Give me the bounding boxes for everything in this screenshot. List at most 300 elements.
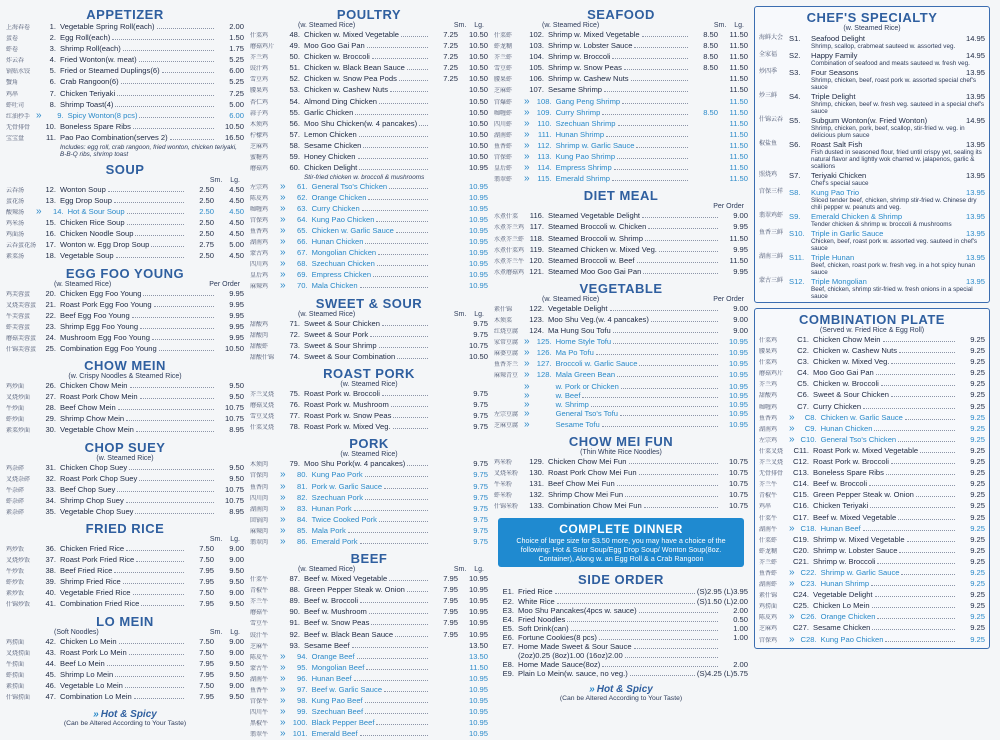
item-price-large: 5.00 — [229, 240, 244, 250]
item-chinese-name: 宫保虾 — [494, 155, 513, 162]
dot-leader — [358, 158, 429, 159]
item-name: White Rice — [518, 596, 555, 606]
menu-item — [250, 74, 488, 85]
menu-item — [250, 108, 488, 119]
item-name: Sesame Chicken — [813, 623, 871, 633]
menu-item — [494, 490, 748, 501]
item-chinese-name: 什菜鸡 — [759, 360, 778, 367]
item-number: C14. — [792, 479, 809, 489]
chevron-icon: » — [524, 370, 530, 381]
item-chinese-name: 酸辣汤 — [6, 210, 25, 217]
item-number: C5. — [797, 379, 809, 389]
item-price: (S)4.25 (L)5.75 — [696, 669, 748, 679]
item-chinese-name: 麻辣鸡 — [250, 284, 269, 291]
dot-leader — [920, 452, 955, 453]
menu-item — [250, 330, 488, 341]
dot-leader — [136, 431, 214, 432]
item-name: Shrimp w. Broccoli — [813, 556, 876, 566]
chevron-icon: » — [280, 481, 286, 492]
dot-leader — [115, 676, 184, 677]
item-name: Chicken w. Snow Pea Pods — [304, 74, 397, 84]
menu-item — [494, 163, 748, 174]
item-chinese-name: 皇后鸡 — [250, 273, 269, 280]
menu-item — [6, 392, 244, 403]
item-price: 9.00 — [733, 326, 748, 336]
item-name: Roast Pork Chop Suey — [60, 473, 138, 483]
item-number: 35. — [45, 506, 56, 516]
menu-item — [494, 174, 748, 185]
item-number: 123. — [529, 314, 544, 324]
item-chinese-name: 宫保肉 — [250, 473, 269, 480]
item-name: Fortune Cookies(8 pcs) — [518, 632, 597, 642]
item-chinese-name: 甜酸鸡 — [250, 321, 269, 328]
item-price: 2.00 — [733, 660, 748, 670]
item-name: Roast Pork w. Broccoli — [813, 457, 889, 467]
dot-leader — [401, 36, 428, 37]
item-name: Szechuan Chicken — [311, 259, 375, 269]
dot-leader — [143, 295, 214, 296]
item-name: Sweet & Sour Shrimp — [304, 340, 377, 350]
item-name: Steamed Broccoli w. Beef — [548, 255, 635, 265]
item-name: Vegetable Chow Mein — [60, 425, 134, 435]
dot-leader — [617, 485, 718, 486]
menu-item — [6, 207, 244, 218]
beef-section — [250, 550, 488, 740]
item-chinese-name: 鱼香芥兰 — [494, 362, 519, 369]
item-chinese-name: 皇后虾 — [494, 166, 513, 173]
item-price: 9.95 — [229, 332, 244, 342]
item-number: 17. — [45, 240, 56, 250]
item-number: C9. — [804, 423, 817, 433]
item-name: Egg Drop Soup — [60, 195, 112, 205]
item-chinese-name: 鸡炒饭 — [6, 547, 25, 553]
menu-item — [6, 485, 244, 496]
dot-leader — [132, 317, 214, 318]
item-number: S7. — [789, 171, 801, 180]
item-number: 9. — [57, 110, 64, 120]
item-number: 38. — [45, 566, 56, 576]
chevron-icon: » — [280, 536, 286, 547]
item-name: General Tso's Chicken — [820, 434, 897, 444]
item-name: Mongolian Chicken — [311, 248, 377, 258]
menu-item — [250, 141, 488, 152]
item-chinese-name: 翡翠鸡虾 — [759, 213, 784, 219]
item-number: 52. — [289, 74, 300, 84]
price-header: Sm. Lg. — [209, 536, 240, 543]
item-chinese-name: 全家福 — [759, 52, 778, 58]
dot-leader — [115, 106, 214, 107]
item-number: C16. — [792, 501, 809, 511]
item-price: 14.95 — [965, 116, 985, 125]
dot-leader — [162, 72, 214, 73]
item-price: 10.75 — [728, 468, 748, 478]
item-chinese-name: 无骨排骨 — [6, 124, 31, 131]
dot-leader — [629, 463, 719, 464]
item-chinese-name: 水煮什菜 — [494, 214, 519, 221]
item-number: 23. — [45, 321, 56, 331]
item-price: 1.50 — [229, 33, 244, 43]
menu-item — [250, 270, 488, 281]
specialty-name-row — [811, 212, 985, 221]
item-number: 34. — [45, 495, 56, 505]
item-chinese-name: 咖喱鸡 — [759, 404, 778, 411]
section-title: POULTRY — [336, 7, 402, 22]
dot-leader — [379, 347, 428, 348]
item-chinese-name: 蘑菇芙蓉蛋 — [6, 335, 36, 342]
dot-leader — [639, 474, 718, 475]
menu-item — [494, 633, 748, 642]
item-price: 9.95 — [229, 299, 244, 309]
item-name: Hot & Sour Soup — [67, 207, 125, 217]
chevron-icon: » — [789, 412, 795, 423]
item-name: Szechuan Beef — [311, 707, 364, 717]
chevron-icon: » — [280, 281, 286, 292]
dot-leader — [872, 629, 955, 630]
item-price-small: 7.95 — [199, 692, 214, 702]
dot-leader — [360, 602, 428, 603]
dot-leader — [365, 243, 428, 244]
item-price-large: 9.00 — [229, 555, 244, 565]
dot-leader — [637, 262, 718, 263]
item-number: 114. — [537, 163, 552, 173]
dot-leader — [117, 491, 214, 492]
menu-item — [494, 245, 748, 256]
item-chinese-name: 水煮芥兰鸡 — [494, 225, 524, 232]
item-price-small: 8.50 — [703, 41, 718, 51]
item-number: 37. — [45, 555, 56, 565]
item-name: Beef Chop Suey — [60, 484, 116, 494]
item-price-large: 10.95 — [468, 214, 488, 224]
item-chinese-name: 叉烧杂碎 — [6, 476, 31, 483]
menu-item — [250, 482, 488, 493]
menu-item — [250, 248, 488, 259]
item-name: Curry Chicken — [311, 203, 360, 213]
section-title: ROAST PORK — [323, 365, 415, 381]
menu-item — [6, 588, 244, 599]
item-price: 10.95 — [728, 419, 748, 429]
item-chinese-name: 麻辣肉 — [250, 528, 269, 535]
item-number: 127. — [536, 359, 552, 369]
menu-item — [250, 352, 488, 363]
menu-item — [494, 30, 748, 41]
dot-leader — [129, 469, 214, 470]
dot-leader — [891, 363, 955, 364]
dot-leader — [602, 666, 718, 667]
item-number: 92. — [289, 629, 300, 639]
item-number: C12. — [792, 457, 809, 467]
item-price-large: 9.00 — [229, 636, 244, 646]
chevron-icon: » — [280, 673, 286, 684]
item-chinese-name: 蟹角 — [6, 80, 19, 87]
dot-leader — [604, 91, 688, 92]
item-price: 0.50 — [733, 614, 748, 624]
item-name: Shrimp w. Snow Peas — [548, 63, 622, 73]
item-number: S4. — [789, 92, 801, 101]
item-chinese-name: 湖南虾 — [759, 582, 778, 589]
menu-item — [494, 409, 748, 420]
item-price-large: 10.95 — [468, 729, 488, 739]
item-price-large: 10.95 — [468, 226, 488, 235]
item-chinese-name: 家常豆腐 — [494, 340, 519, 347]
menu-item — [250, 85, 488, 96]
menu-item — [6, 55, 244, 66]
item-name: Beef w. Mushroom — [304, 607, 367, 617]
item-chinese-name: 腰果鸡 — [759, 349, 778, 356]
menu-item — [250, 685, 488, 696]
dot-leader — [384, 691, 428, 692]
menu-item — [494, 337, 748, 348]
menu-item — [250, 215, 488, 226]
dot-leader — [126, 420, 214, 421]
item-price-large: 10.95 — [468, 585, 488, 595]
pork-section — [250, 435, 488, 548]
item-number: 6. — [49, 77, 56, 87]
dot-leader — [139, 117, 214, 118]
item-number: 39. — [45, 577, 56, 587]
item-name: Gang Peng Shrimp — [555, 96, 621, 106]
item-chinese-name: 虾炒饭 — [6, 580, 25, 587]
menu-item — [494, 642, 748, 651]
chevron-icon: » — [280, 270, 286, 281]
item-name: Roast Pork w. Mushroom — [304, 400, 389, 410]
item-price-large: 9.00 — [229, 544, 244, 553]
item-number: C24. — [792, 590, 809, 600]
item-chinese-name: 蘑菇牛 — [250, 610, 269, 617]
menu-item — [494, 234, 748, 245]
dot-leader — [136, 561, 184, 562]
item-name: Fried Wonton(w. meat) — [60, 55, 137, 65]
item-name: Wonton Soup — [60, 184, 106, 194]
item-name: Hunan Pork — [311, 503, 352, 513]
item-number: 88. — [289, 585, 300, 595]
dot-leader — [359, 136, 428, 137]
dot-leader — [127, 213, 184, 214]
chevron-icon: » — [280, 248, 286, 259]
dot-leader — [116, 257, 184, 258]
menu-item — [494, 400, 748, 409]
menu-item — [6, 403, 244, 414]
specialty-body — [811, 171, 985, 187]
item-name: Chicken w. Cashew Nuts — [304, 85, 388, 95]
chevron-icon: » — [789, 567, 795, 578]
item-name: Chicken w. Cashew Nuts — [813, 346, 897, 356]
menu-item — [494, 660, 748, 669]
item-price: 10.95 — [728, 348, 748, 358]
item-price-large: 11.50 — [729, 118, 748, 128]
dot-leader — [368, 199, 428, 200]
item-name: Beef w. Mixed Vegetable — [813, 512, 897, 522]
item-chinese-name: 水煮芥兰虾 — [494, 236, 524, 243]
item-chinese-name: 鱼香虾 — [494, 143, 513, 150]
item-name: Chicken Chop Suey — [60, 462, 128, 472]
item-price: 5.25 — [229, 55, 244, 65]
item-name: Sweet & Sour Chicken — [304, 318, 380, 328]
item-number: E8. — [502, 660, 514, 670]
item-name: Moo Goo Gai Pan — [304, 41, 365, 51]
item-number: E1. — [502, 587, 514, 597]
item-chinese-name: 什锦云吞 — [759, 117, 784, 123]
dot-leader — [891, 463, 955, 464]
chevron-icon: » — [280, 651, 286, 662]
item-chinese-name: 甜酸鸡 — [759, 393, 778, 400]
item-price: 10.75 — [728, 490, 748, 500]
item-chinese-name: 杏仁鸡 — [250, 99, 269, 106]
item-price: 9.25 — [970, 579, 985, 589]
item-name: Spicy Wonton(8 pcs) — [67, 110, 138, 120]
dot-leader — [898, 519, 955, 520]
side-order-section — [494, 571, 748, 678]
dot-leader — [869, 485, 955, 486]
item-price: 10.95 — [728, 359, 748, 369]
item-name: Hunan Shrimp — [820, 579, 870, 589]
menu-item — [494, 420, 748, 431]
menu-item — [250, 470, 488, 481]
item-number: 103. — [529, 41, 544, 51]
item-name: Beef w. Broccoli — [813, 479, 868, 489]
menu-item — [6, 44, 244, 55]
dot-leader — [117, 95, 214, 96]
chevron-icon: » — [524, 348, 530, 359]
item-number: 57. — [289, 129, 300, 139]
item-price: 10.95 — [728, 370, 748, 380]
specialty-name-row — [811, 229, 985, 238]
specialty-name-row — [811, 116, 985, 125]
menu-item — [250, 574, 488, 585]
menu-item — [494, 615, 748, 624]
item-price-small: 8.50 — [703, 63, 718, 73]
item-name: Ma Po Tofu — [555, 348, 594, 358]
item-price-large: 10.95 — [468, 281, 488, 291]
item-price: 9.25 — [970, 556, 985, 566]
chop-suey-section — [6, 439, 244, 518]
item-number: 77. — [289, 411, 300, 421]
menu-item — [494, 370, 748, 381]
menu-item — [6, 463, 244, 474]
item-chinese-name: 素菜炒面 — [6, 428, 31, 435]
item-chinese-name: 什菜虾 — [494, 33, 513, 39]
dot-leader — [365, 499, 428, 500]
dot-leader — [378, 254, 428, 255]
item-price-large: 9.75 — [473, 492, 488, 502]
item-price-large: 10.95 — [468, 629, 488, 639]
item-price-large: 13.50 — [468, 640, 488, 650]
dot-leader — [631, 80, 688, 81]
menu-item — [250, 204, 488, 215]
item-price: 10.95 — [728, 381, 748, 391]
dot-leader — [367, 47, 428, 48]
item-name: Steamed Moo Goo Gai Pan — [548, 266, 642, 276]
item-number: 126. — [536, 348, 552, 358]
menu-item — [250, 674, 488, 685]
fried-rice-section — [6, 520, 244, 611]
item-number: 89. — [289, 596, 300, 606]
item-chinese-name: 什菜叉烧 — [759, 448, 784, 455]
item-price-large: 10.50 — [468, 140, 488, 150]
item-description: Chicken, beef, roast pork w. assorted veg. sauteed in chef's sauce — [811, 238, 978, 252]
item-number: E2. — [502, 596, 514, 606]
item-name: Curry Chicken — [813, 401, 862, 411]
item-price: 9.50 — [229, 381, 244, 391]
item-number: 91. — [289, 618, 300, 628]
menu-item — [250, 630, 488, 641]
dot-leader — [613, 332, 718, 333]
dot-leader — [125, 687, 184, 688]
item-price-large: 10.50 — [468, 41, 488, 51]
menu-item — [6, 681, 244, 692]
menu-item — [250, 341, 488, 352]
item-chinese-name: 芝麻鸡 — [250, 143, 269, 150]
item-price: 6.00 — [229, 66, 244, 76]
menu-item — [250, 504, 488, 515]
item-number: C3. — [797, 357, 809, 367]
item-number: 97. — [297, 685, 308, 694]
item-price: 13.95 — [965, 212, 985, 221]
item-price: 10.75 — [224, 403, 244, 413]
item-name: Chicken Rice Soup — [60, 218, 125, 228]
item-chinese-name: 湖南牛 — [250, 676, 269, 683]
item-chinese-name: 叉烧炒面 — [6, 395, 31, 402]
item-chinese-name: 甜酸什锦 — [250, 354, 275, 361]
section-title: COMBINATION PLATE — [799, 312, 945, 327]
item-price-small: 7.50 — [199, 636, 214, 646]
item-description: Shrimp, scallop, crabmeat sauteed w. assorted veg. — [811, 43, 956, 50]
item-name: Empress Shrimp — [555, 163, 612, 173]
menu-item — [759, 535, 985, 546]
item-name: Combination Chow Mei Fun — [548, 501, 642, 511]
item-name: (2oz)0.25 (8oz)1.00 (16oz)2.00 — [518, 651, 623, 661]
menu-item — [250, 226, 488, 237]
item-price-large: 9.75 — [473, 318, 488, 328]
lo-mein-section — [6, 613, 244, 704]
item-description: Shrimp, chicken, beef, roast pork w. assorted special chef's sauce — [811, 77, 976, 91]
dot-leader — [370, 336, 428, 337]
item-chinese-name: 虾龙糊 — [759, 548, 778, 555]
item-price-large: 10.95 — [468, 685, 488, 694]
price-header: (w. Steamed Rice) Sm. Lg. — [542, 22, 744, 29]
item-name: Vegetable Spring Roll(each) — [60, 22, 155, 31]
item-price-large: 10.95 — [468, 618, 488, 628]
menu-item — [6, 692, 244, 703]
menu-item — [250, 182, 488, 193]
item-chinese-name: 素菜汤 — [6, 254, 25, 261]
dot-leader — [135, 513, 214, 514]
item-name: Lemon Chicken — [304, 129, 357, 139]
item-price-large: 9.50 — [229, 669, 244, 679]
item-chinese-name: 虾芙蓉蛋 — [6, 324, 31, 331]
menu-item — [759, 501, 985, 512]
item-chinese-name: 鸡串 — [6, 91, 19, 98]
item-number: 98. — [297, 696, 308, 706]
column-1 — [6, 6, 244, 728]
menu-item — [494, 597, 748, 606]
item-price: 9.95 — [229, 321, 244, 331]
item-chinese-name: 什菜叉烧 — [250, 425, 275, 432]
item-name: Shrimp Egg Foo Young — [60, 321, 139, 331]
item-number: 24. — [45, 332, 56, 342]
section-subtitle: (w. Steamed Rice) — [843, 25, 901, 32]
dot-leader — [154, 306, 214, 307]
menu-item — [6, 311, 244, 322]
item-description: Fish dusted in seasoned flour, fried until crispy yet, sealing its natural flavor and lightly wok charred w. jalapenos, garlic & scallions — [811, 149, 982, 170]
item-name: Moo Shu Pork(w. 4 pancakes) — [304, 459, 406, 469]
menu-item — [250, 652, 488, 663]
specialty-name-row — [811, 92, 985, 101]
item-chinese-name: 虾捞面 — [6, 672, 25, 679]
menu-item — [759, 612, 985, 623]
item-price-small: 7.95 — [443, 574, 458, 584]
item-price-large: 10.50 — [468, 129, 488, 139]
dot-leader — [602, 114, 688, 115]
